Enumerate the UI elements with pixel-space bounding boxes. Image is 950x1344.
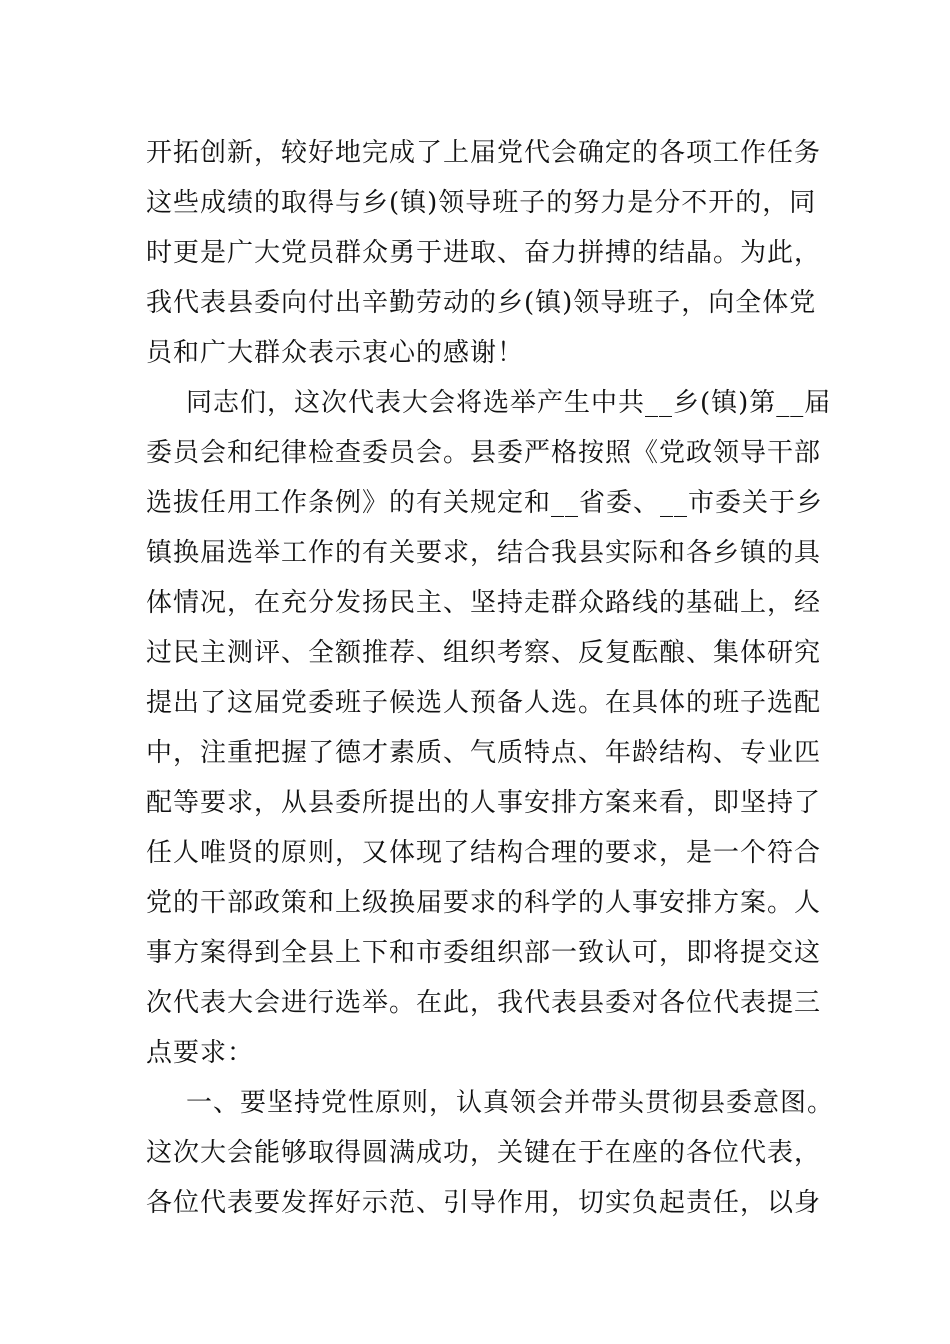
text-line: 时更是广大党员群众勇于进取、奋力拼搏的结晶。为此， bbox=[146, 238, 822, 268]
text-line: 开拓创新，较好地完成了上届党代会确定的各项工作任务 bbox=[146, 138, 822, 168]
text-line: 提出了这届党委班子候选人预备人选。在具体的班子选配 bbox=[146, 688, 822, 718]
text-line: 委员会和纪律检查委员会。县委严格按照《党政领导干部 bbox=[146, 438, 822, 468]
text-line: 配等要求，从县委所提出的人事安排方案来看，即坚持了 bbox=[146, 788, 822, 818]
text-line: 体情况，在充分发扬民主、坚持走群众路线的基础上，经 bbox=[146, 588, 822, 618]
paragraph-start-line: 同志们，这次代表大会将选举产生中共__乡(镇)第__届 bbox=[186, 388, 832, 418]
text-line: 各位代表要发挥好示范、引导作用，切实负起责任，以身 bbox=[146, 1188, 822, 1218]
text-line: 这次大会能够取得圆满成功，关键在于在座的各位代表， bbox=[146, 1138, 822, 1168]
text-line: 选拔任用工作条例》的有关规定和__省委、__市委关于乡 bbox=[146, 488, 824, 518]
text-line: 点要求： bbox=[146, 1038, 255, 1068]
text-line: 员和广大群众表示衷心的感谢！ bbox=[146, 338, 525, 368]
text-line: 中，注重把握了德才素质、气质特点、年龄结构、专业匹 bbox=[146, 738, 822, 768]
text-line: 这些成绩的取得与乡(镇)领导班子的努力是分不开的，同 bbox=[146, 188, 817, 218]
text-line: 党的干部政策和上级换届要求的科学的人事安排方案。人 bbox=[146, 888, 822, 918]
paragraph-start-line: 一、要坚持党性原则，认真领会并带头贯彻县委意图。 bbox=[186, 1088, 835, 1118]
text-line: 任人唯贤的原则，又体现了结构合理的要求，是一个符合 bbox=[146, 838, 822, 868]
text-line: 事方案得到全县上下和市委组织部一致认可，即将提交这 bbox=[146, 938, 822, 968]
text-line: 我代表县委向付出辛勤劳动的乡(镇)领导班子，向全体党 bbox=[146, 288, 817, 318]
text-line: 次代表大会进行选举。在此，我代表县委对各位代表提三 bbox=[146, 988, 822, 1018]
text-line: 过民主测评、全额推荐、组织考察、反复酝酿、集体研究 bbox=[146, 638, 822, 668]
text-line: 镇换届选举工作的有关要求，结合我县实际和各乡镇的具 bbox=[146, 538, 822, 568]
